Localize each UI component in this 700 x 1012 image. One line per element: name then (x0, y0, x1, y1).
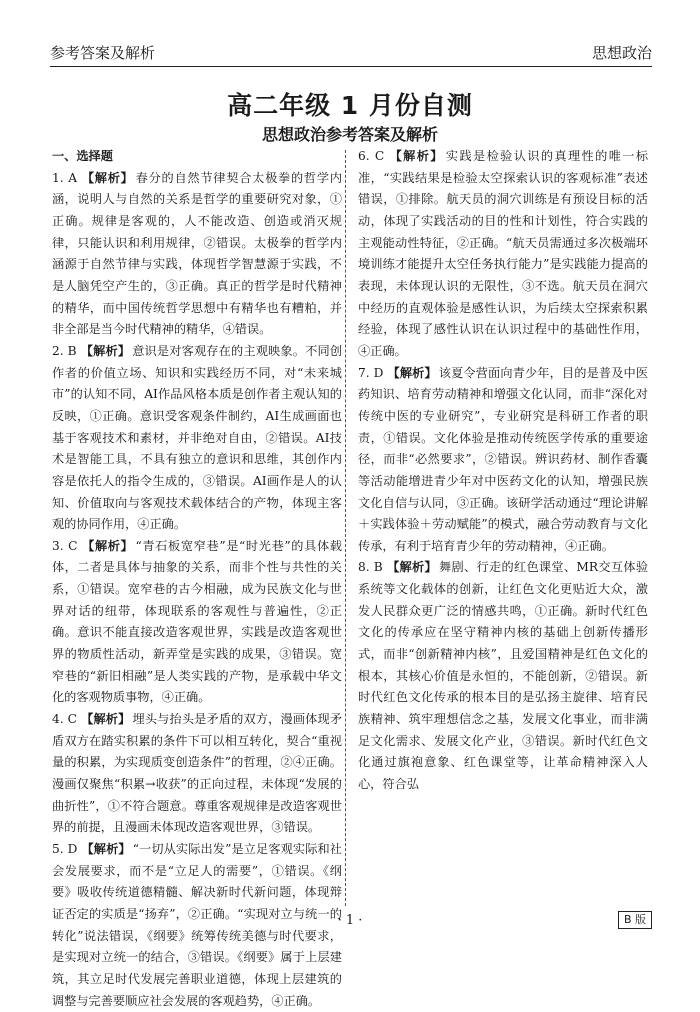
answer-text: 该夏令营面向青少年，目的是普及中医药知识、培育劳动精神和增强文化认同，而非“深化对传统中医的专业研究”，专业研究是科研工作者的职责，①错误。文化体验是推动传统医学传承的重要途径，而非“必然要求”，②错误。辨识药材、制作香囊等活动能增进青少年对中医药文化的认知，增强民族文化自信与认同，③正确。该研学活动通过“理论讲解＋实践体验＋劳动赋能”的模式，融合劳动教育与文化传承，有利于培育青少年的劳动精神，④正确。 (358, 365, 649, 553)
answer-text: 意识是对客观存在的主观映象。不同创作者的价值立场、知识和实践经历不同，对“未来城市”的认知不同，AI作品风格本质是创作者主观认知的反映，①正确。意识受客观条件制约，AI生成画面也基于客观技术和素材，并非绝对自由，②错误。AI技术是智能工具，不具有独立的意识和思维，其创作内容是依托人的指令生成的，③错误。AI画作是人的认知、价值取向与客观技术载体结合的产物，体现主客观的协同作用，④正确。 (52, 343, 343, 532)
answer-text: “一切从实际出发”是立足客观实际和社会发展要求，而不是“立足人的需要”，①错误。《纲要》吸收传统道德精髓、解决新时代新问题，体现辩证否定的实质是“扬弃”，②正确。“实现对立与统一的转化”说法错误，《纲要》统筹传统美德与时代要求，是实现对立统一的结合，③错误。《纲要》属于上层建筑，其立足时代发展完善职业道德，体现上层建筑的调整与完善要顺应社会发展的客观趋势，④正确。 (52, 842, 342, 1008)
answer-number: 1. A (52, 170, 78, 185)
answer-text: “青石板宽窄巷”是“时光巷”的具体载体，二者是具体与抽象的关系，而非个性与共性的关系，①错误。宽窄巷的古今相融，成为民族文化与世界对话的纽带，体现联系的客观性与普遍性，②正确。意识不能直接改造客观世界，实践是改造客观世界的物质性活动，新弄堂是实践的成果，③错误。宽窄巷的“新旧相融”是人类实践的产物，是承载中华文化的客观物质事物，④正确。 (52, 538, 342, 705)
analysis-tag: 【解析】 (80, 712, 131, 727)
right-column (358, 146, 648, 796)
analysis-tag: 【解析】 (81, 538, 134, 553)
answer-text: 埋头与抬头是矛盾的双方，漫画体现矛盾双方在踏实积累的条件下可以相互转化，契合“重视量的积累，为实现质变创造条件”的哲理，②④正确。漫画仅聚焦“积累→收获”的正向过程，未体现“发展的曲折性”，①不符合题意。尊重客观规律是改造客观世界的前提，且漫画未体现改造客观世界，③错误。 (52, 712, 343, 835)
analysis-tag: 【解析】 (386, 560, 438, 575)
question-2 (52, 341, 342, 536)
page-number: · 1 · (337, 913, 363, 928)
analysis-tag: 【解析】 (81, 170, 134, 185)
page-subtitle: 思想政治参考答案及解析 (261, 125, 438, 144)
answer-number: 3. C (52, 538, 78, 553)
answer-text: 实践是检验认识的真理性的唯一标准，“实践结果是检验太空探索认识的客观标准”表述错误，①排除。航天员的洞穴训练是有预设目标的活动，体现了实践活动的目的性和计划性，符合实践的主观能动性特征，②正确。“航天员需通过多次极端环境训练才能提升太空任务执行能力”是实践能力提高的表现，未体现认识的无限性，③不选。航天员在洞穴中经历的直观体验是感性认识，为后续太空探索积累经验，体现了感性认识在认识过程中的基础性作用，④正确。 (358, 149, 649, 358)
column-divider (345, 150, 346, 906)
analysis-tag: 【解析】 (81, 842, 131, 856)
answer-number: 8. B (358, 560, 383, 575)
edition-badge: B 版 (618, 911, 652, 929)
page-title: 高二年级 1 月份自测 (227, 91, 473, 120)
question-4 (52, 709, 342, 839)
analysis-tag: 【解析】 (80, 343, 131, 358)
question-8 (358, 557, 648, 795)
question-6 (358, 146, 648, 363)
analysis-tag: 【解析】 (388, 149, 444, 163)
answer-number: 6. C (358, 149, 385, 163)
header-subject: 思想政治 (591, 44, 652, 62)
question-7 (358, 363, 648, 558)
answer-number: 5. D (52, 842, 78, 856)
answer-text: 舞剧、行走的红色课堂、MR交互体验系统等文化载体的创新，让红色文化更贴近大众，激发人民群众更广泛的情感共鸣，①正确。新时代红色文化的传承应在坚守精神内核的基础上创新传播形式，而非“创新精神内核”，且爱国精神是红色文化的根本，其核心价值是永恒的，不能创新，②错误。新时代红色文化传承的根本目的是弘扬主旋律、培育民族精神、筑牢理想信念之基，发展文化事业，而非满足文化需求、发展文化产业，③错误。新时代红色文化通过旗袍意象、红色课堂等，让革命精神深入人心，符合弘 (358, 560, 649, 792)
answer-text: 春分的自然节律契合太极拳的哲学内涵，说明人与自然的关系是哲学的重要研究对象，①正确。规律是客观的，人不能改造、创造或消灭规律，只能认识和利用规律，②错误。太极拳的哲学内涵源于自然节律与实践，体现哲学智慧源于实践，不是人脑凭空产生的，③正确。真正的哲学是时代精神的精华，而中国传统哲学思想中有精华也有糟粕，并非全部是当今时代精神的精华，④错误。 (52, 170, 343, 337)
page-header (50, 40, 652, 67)
answer-number: 4. C (52, 712, 77, 727)
answer-number: 2. B (52, 343, 77, 358)
analysis-tag: 【解析】 (387, 365, 437, 380)
answer-number: 7. D (358, 365, 384, 380)
left-column (52, 146, 342, 1012)
section-heading: 一、选择题 (52, 149, 113, 163)
question-3 (52, 536, 342, 709)
question-1 (52, 168, 342, 341)
header-left-text: 参考答案及解析 (50, 44, 156, 62)
